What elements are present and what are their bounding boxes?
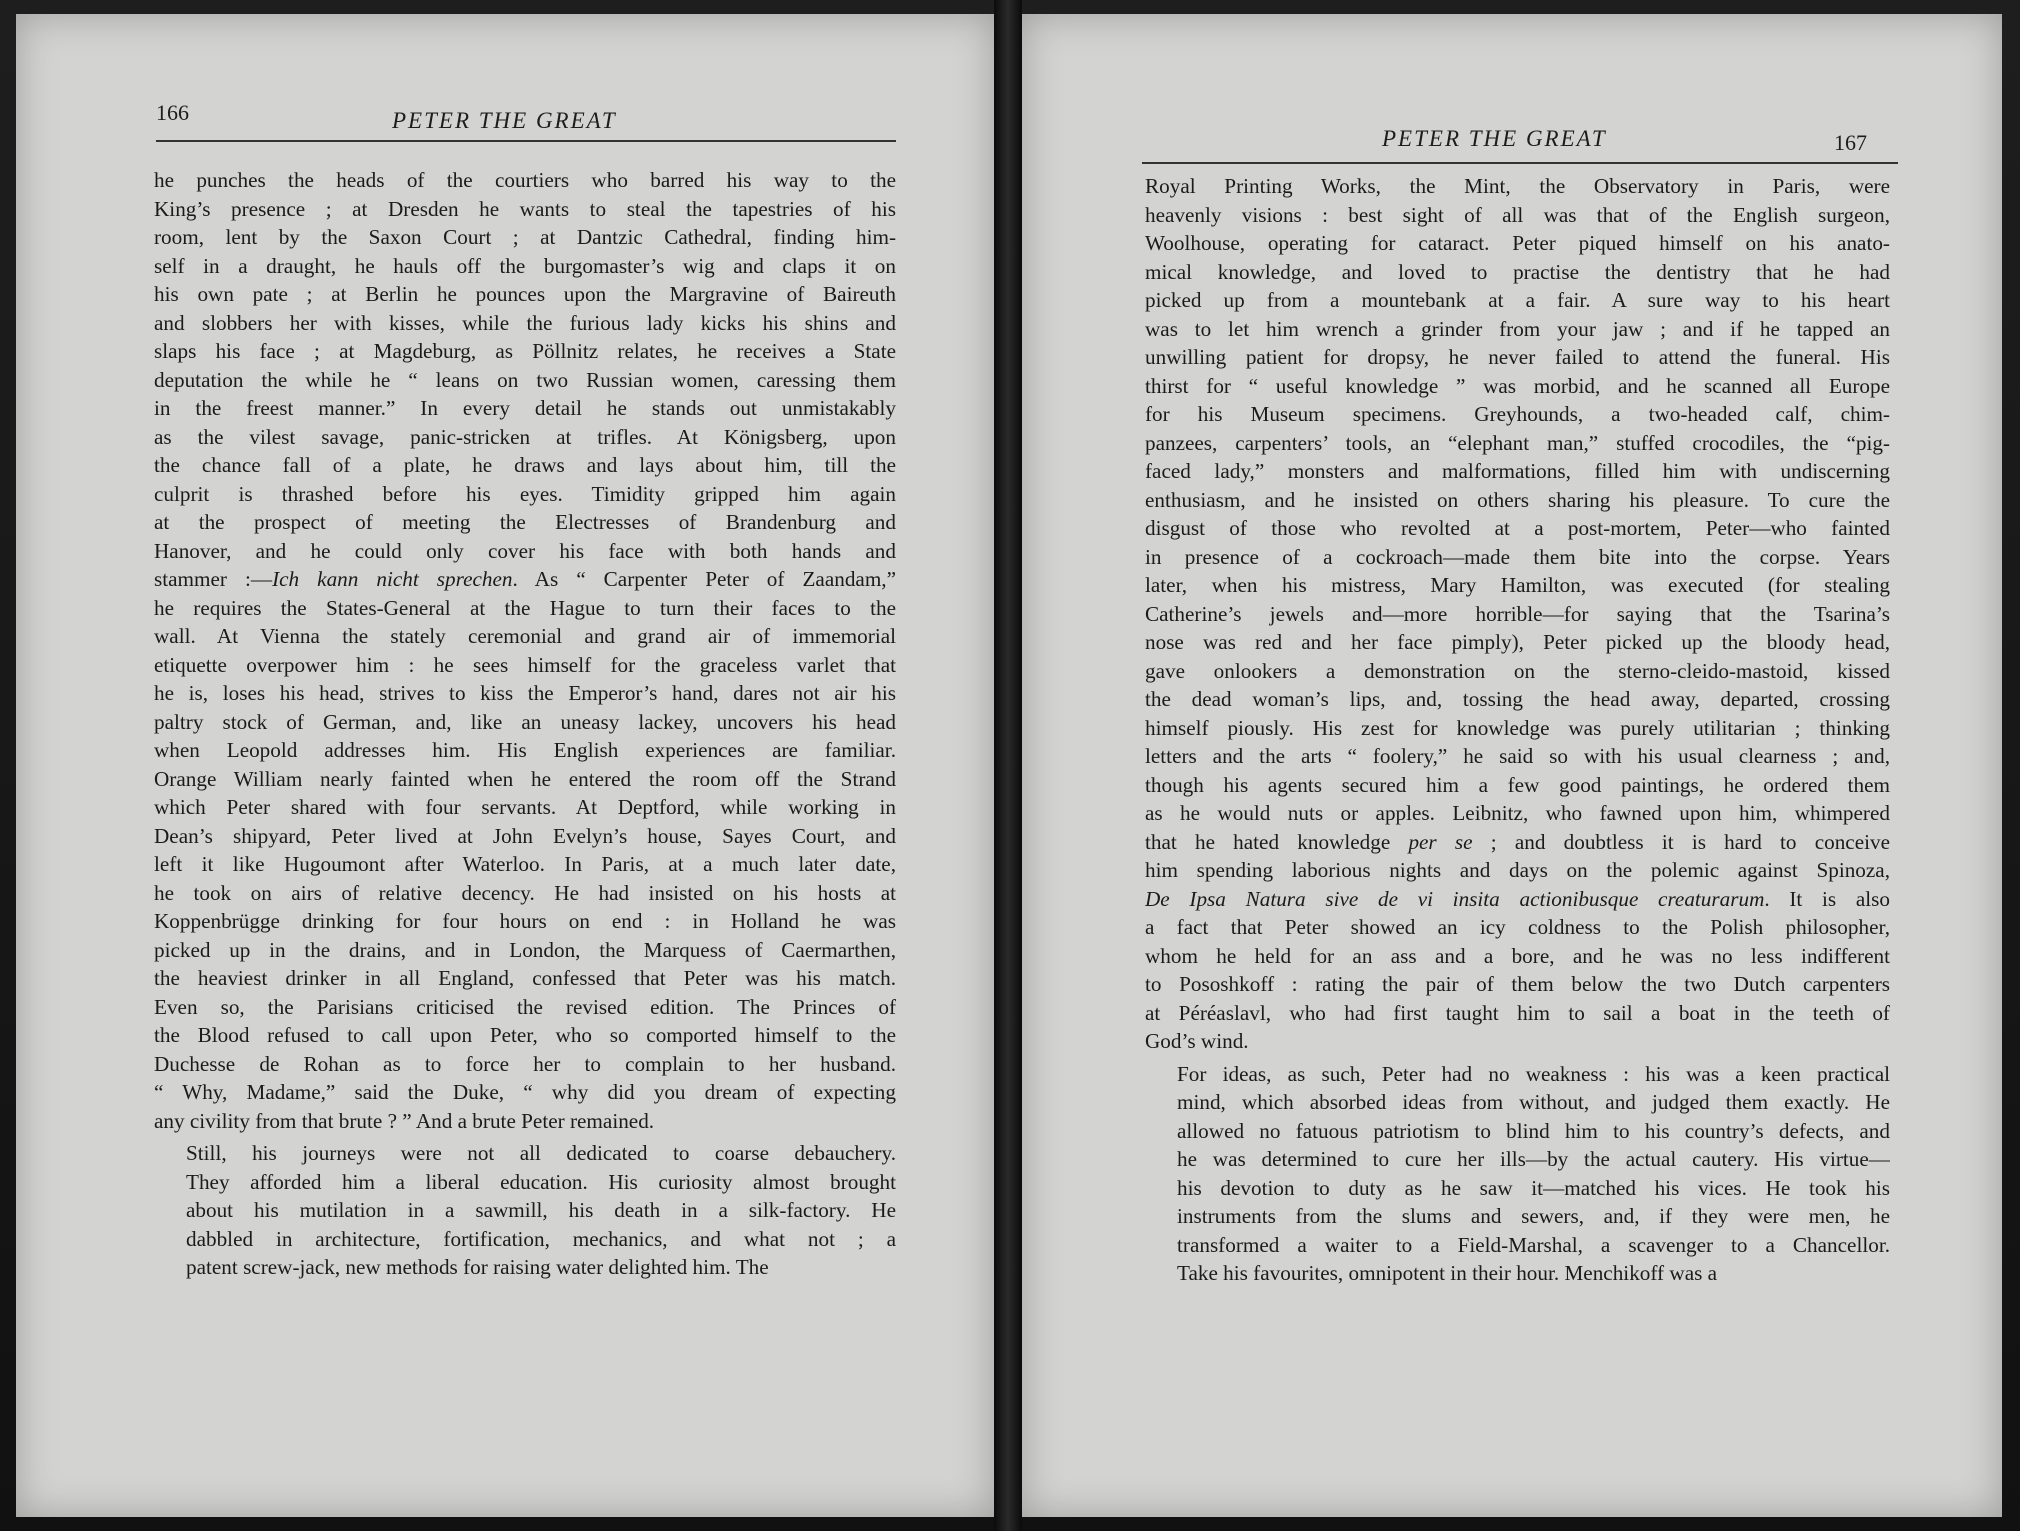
paragraph <box>154 1139 896 1282</box>
text-line: letters and the arts “ foolery,” he said so with his usual clearness ; and, <box>1145 744 1890 768</box>
text-line: self in a draught, he hauls off the burgomaster’s wig and claps it on <box>154 253 896 278</box>
text-line: in presence of a cockroach—made them bite into the corpse. Years <box>1145 544 1890 569</box>
text-line: heavenly visions : best sight of all was that of the English surgeon, <box>1145 202 1890 227</box>
text-line: left it like Hugoumont after Waterloo. In Paris, at a much later date, <box>154 852 896 876</box>
text-line: he is, loses his head, strives to kiss the Emperor’s hand, dares not air his <box>154 681 896 705</box>
text-line: himself piously. His zest for knowledge was purely utilitarian ; thinking <box>1145 715 1890 740</box>
text-line: etiquette overpower him : he sees himself for the graceless varlet that <box>154 652 896 677</box>
text-line: transformed a waiter to a Field-Marshal, a scavenger to a Chancellor. <box>1177 1232 1890 1257</box>
left-page <box>16 14 994 1517</box>
text-line: whom he held for an ass and a bore, and he was no less indifferent <box>1145 943 1890 968</box>
text-line: culprit is thrashed before his eyes. Timidity gripped him again <box>154 481 896 506</box>
text-line: he punches the heads of the courtiers who barred his way to the <box>154 168 896 192</box>
text-line: Catherine’s jewels and—more horrible—for saying that the Tsarina’s <box>1145 601 1890 626</box>
text-line: as he would nuts or apples. Leibnitz, who fawned upon him, whimpered <box>1145 801 1890 825</box>
text-line: later, when his mistress, Mary Hamilton, was executed (for stealing <box>1145 573 1890 597</box>
text-line: his own pate ; at Berlin he pounces upon the Margravine of Baireuth <box>154 282 896 306</box>
text-line: stammer :—Ich kann nicht sprechen. As “ Carpenter Peter of Zaandam,” <box>154 567 896 591</box>
text-line: Duchesse de Rohan as to force her to complain to her husband. <box>154 1051 896 1076</box>
header-rule <box>156 140 896 142</box>
text-line: dabbled in architecture, fortification, mechanics, and what not ; a <box>186 1226 896 1251</box>
text-line: picked up in the drains, and in London, the Marquess of Caermarthen, <box>154 937 896 962</box>
text-line: mical knowledge, and loved to practise the dentistry that he had <box>1145 259 1890 284</box>
text-line: Dean’s shipyard, Peter lived at John Evelyn’s house, Sayes Court, and <box>154 823 896 848</box>
text-line: panzees, carpenters’ tools, an “elephant man,” stuffed crocodiles, the “pig- <box>1145 430 1890 455</box>
text-line: for his Museum specimens. Greyhounds, a two-headed calf, chim- <box>1145 402 1890 426</box>
text-line: They afforded him a liberal education. His curiosity almost brought <box>186 1169 896 1194</box>
text-line: deputation the while he “ leans on two Russian women, caressing them <box>154 367 896 392</box>
text-line: unwilling patient for dropsy, he never failed to attend the funeral. His <box>1145 345 1890 369</box>
text-line: faced lady,” monsters and malformations, filled him with undiscerning <box>1145 459 1890 483</box>
right-page-body <box>1145 172 1890 1288</box>
paragraph <box>154 166 896 1135</box>
text-line: paltry stock of German, and, like an uneasy lackey, uncovers his head <box>154 709 896 734</box>
text-line: disgust of those who revolted at a post-mortem, Peter—who fainted <box>1145 516 1890 540</box>
text-line: the dead woman’s lips, and, tossing the head away, departed, crossing <box>1145 687 1890 711</box>
text-line: Take his favourites, omnipotent in their hour. Menchikoff was a <box>1177 1261 1718 1285</box>
text-line: Royal Printing Works, the Mint, the Observatory in Paris, were <box>1145 174 1890 198</box>
text-line: the Blood refused to call upon Peter, who so comported himself to the <box>154 1023 896 1047</box>
text-line: the heaviest drinker in all England, confessed that Peter was his match. <box>154 966 896 990</box>
text-line: he was determined to cure her ills—by the actual cautery. His virtue— <box>1177 1147 1890 1171</box>
text-line: Orange William nearly fainted when he entered the room off the Strand <box>154 766 896 791</box>
text-line: mind, which absorbed ideas from without, and judged them exactly. He <box>1177 1090 1890 1114</box>
text-line: was to let him wrench a grinder from your jaw ; and if he tapped an <box>1145 316 1890 341</box>
text-line: patent screw-jack, new methods for raising water delighted him. The <box>186 1255 769 1279</box>
text-line: Woolhouse, operating for cataract. Peter piqued himself on his anato- <box>1145 231 1890 255</box>
running-title: PETER THE GREAT <box>1382 126 1607 151</box>
text-line: thirst for “ useful knowledge ” was morbid, and he scanned all Europe <box>1145 373 1890 398</box>
text-line: slaps his face ; at Magdeburg, as Pöllnitz relates, he receives a State <box>154 339 896 363</box>
page-number: 167 <box>1834 130 1867 155</box>
text-line: which Peter shared with four servants. At Deptford, while working in <box>154 795 896 819</box>
text-line: that he hated knowledge per se ; and doubtless it is hard to conceive <box>1145 829 1890 854</box>
text-line: Hanover, and he could only cover his face with both hands and <box>154 538 896 563</box>
right-page <box>1022 14 2002 1517</box>
text-line: at Péréaslavl, who had first taught him to sail a boat in the teeth of <box>1145 1000 1890 1025</box>
text-line: any civility from that brute ? ” And a brute Peter remained. <box>154 1108 655 1133</box>
text-line: gave onlookers a demonstration on the sterno-cleido-mastoid, kissed <box>1145 658 1890 683</box>
text-line: wall. At Vienna the stately ceremonial and grand air of immemorial <box>154 624 896 648</box>
text-line: as the vilest savage, panic-stricken at trifles. At Königsberg, upon <box>154 424 896 449</box>
text-line: he took on airs of relative decency. He had insisted on his hosts at <box>154 880 896 905</box>
text-line: Still, his journeys were not all dedicated to coarse debauchery. <box>186 1141 896 1165</box>
text-line: God’s wind. <box>1145 1029 1249 1053</box>
text-line: nose was red and her face pimply), Peter picked up the bloody head, <box>1145 630 1890 654</box>
text-line: enthusiasm, and he insisted on others sharing his pleasure. To cure the <box>1145 487 1890 512</box>
text-line: allowed no fatuous patriotism to blind him to his country’s defects, and <box>1177 1118 1890 1143</box>
text-line: and slobbers her with kisses, while the furious lady kicks his shins and <box>154 310 896 335</box>
header-rule <box>1142 162 1898 164</box>
text-line: the chance fall of a plate, he draws and lays about him, till the <box>154 453 896 477</box>
text-line: picked up from a mountebank at a fair. A sure way to his heart <box>1145 288 1890 312</box>
text-line: room, lent by the Saxon Court ; at Dantzic Cathedral, finding him- <box>154 225 896 249</box>
text-line: him spending laborious nights and days on the polemic against Spinoza, <box>1145 858 1890 882</box>
text-line: his devotion to duty as he saw it—matched his vices. He took his <box>1177 1175 1890 1200</box>
text-line: he requires the States-General at the Hague to turn their faces to the <box>154 595 896 620</box>
text-line: De Ipsa Natura sive de vi insita actionibusque creaturarum. It is also <box>1145 886 1890 911</box>
paragraph <box>1145 172 1890 1056</box>
text-line: Even so, the Parisians criticised the revised edition. The Princes of <box>154 994 896 1019</box>
text-line: at the prospect of meeting the Electresses of Brandenburg and <box>154 510 896 534</box>
page-number: 166 <box>156 100 189 125</box>
text-line: in the freest manner.” In every detail he stands out unmistakably <box>154 396 896 420</box>
text-line: though his agents secured him a few good paintings, he ordered them <box>1145 772 1890 797</box>
paragraph <box>1145 1060 1890 1288</box>
text-line: instruments from the slums and sewers, and, if they were men, he <box>1177 1204 1890 1228</box>
text-line: Koppenbrügge drinking for four hours on end : in Holland he was <box>154 909 896 933</box>
text-line: about his mutilation in a sawmill, his death in a silk-factory. He <box>186 1198 896 1222</box>
text-line: a fact that Peter showed an icy coldness to the Polish philosopher, <box>1145 915 1890 939</box>
text-line: when Leopold addresses him. His English experiences are familiar. <box>154 738 896 762</box>
text-line: “ Why, Madame,” said the Duke, “ why did you dream of expecting <box>154 1080 896 1104</box>
book-gutter <box>994 0 1022 1531</box>
text-line: to Pososhkoff : rating the pair of them below the two Dutch carpenters <box>1145 972 1890 996</box>
text-line: King’s presence ; at Dresden he wants to steal the tapestries of his <box>154 196 896 221</box>
running-title: PETER THE GREAT <box>392 108 617 133</box>
left-page-body <box>154 166 896 1282</box>
text-line: For ideas, as such, Peter had no weakness : his was a keen practical <box>1177 1061 1890 1086</box>
